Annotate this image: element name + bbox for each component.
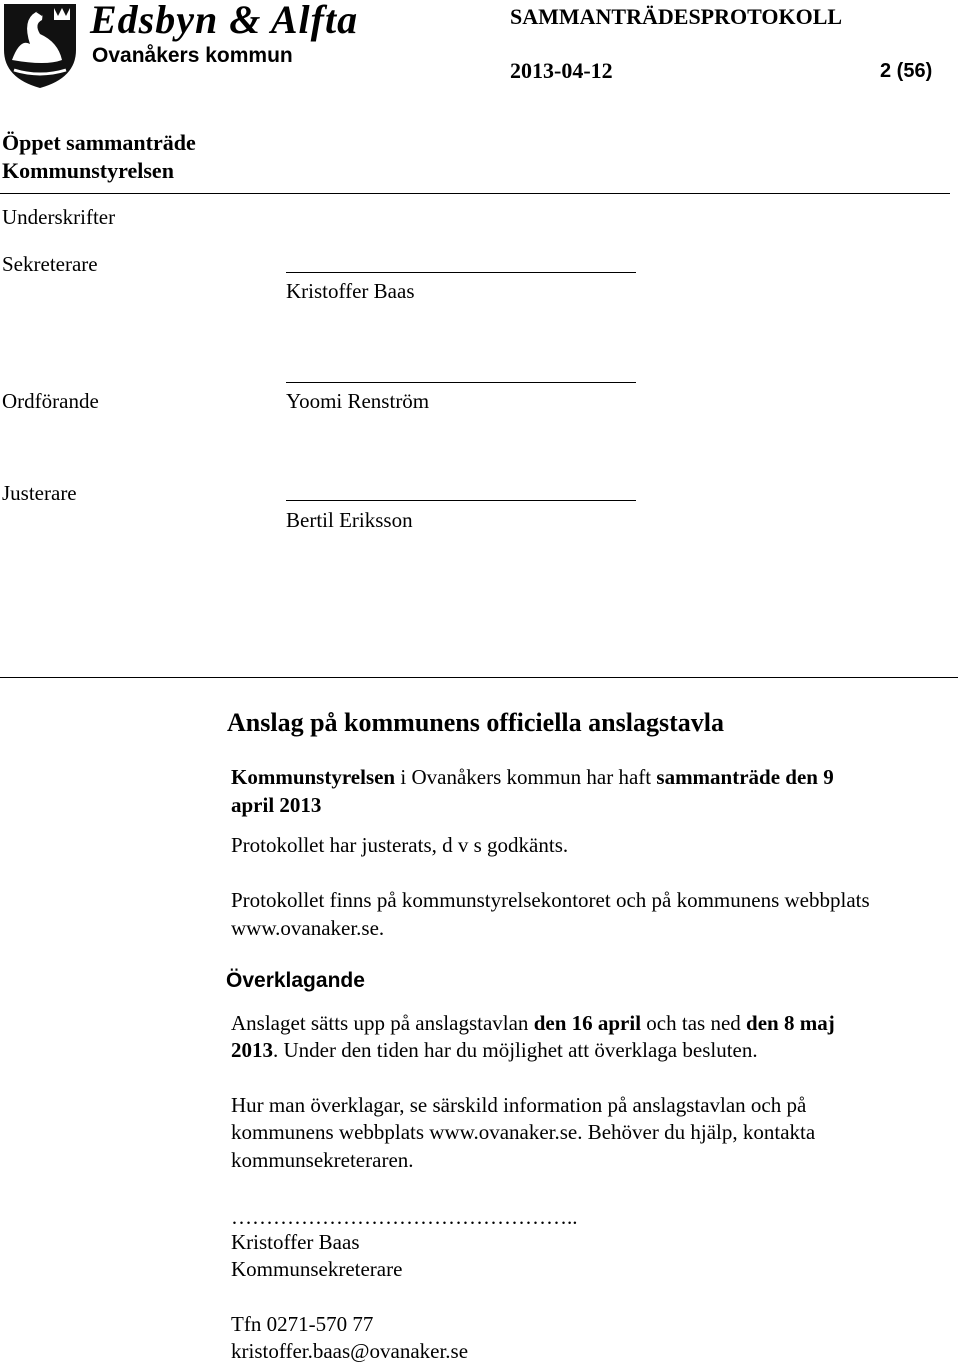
notice-meeting-date: sammanträde den 9 <box>656 765 834 789</box>
meeting-body: Kommunstyrelsen <box>2 158 174 183</box>
signature-name-secretary: Kristoffer Baas <box>286 279 415 303</box>
swan-crest-icon <box>0 0 80 90</box>
signer-title: Kommunsekreterare <box>231 1257 403 1281</box>
notice-committee: Kommunstyrelsen <box>231 765 396 789</box>
notice-website-link[interactable]: www.ovanaker.se. <box>231 916 385 940</box>
signature-role-adjuster: Justerare <box>2 481 77 505</box>
logo-title: Edsbyn & Alfta <box>90 0 359 42</box>
appeal-info-line-1: Hur man överklagar, se särskild information på anslagstavlan och på <box>231 1093 807 1117</box>
appeal-info-line-2: kommunens webbplats www.ovanaker.se. Behöver du hjälp, kontakta <box>231 1120 816 1144</box>
appeal-heading: Överklagande <box>226 969 365 992</box>
signature-dots: ………………………………………….. <box>231 1205 578 1229</box>
signature-name-chair: Yoomi Renström <box>286 389 430 413</box>
notice-title: Anslag på kommunens officiella anslagstavla <box>227 708 724 737</box>
signature-name-adjuster: Bertil Eriksson <box>286 508 413 532</box>
page-number: 2 (56) <box>880 60 933 82</box>
meeting-type: Öppet sammanträde <box>2 130 196 155</box>
notice-paragraph-1-line-1 <box>231 763 834 791</box>
notice-paragraph-2: Protokollet har justerats, d v s godkänts. <box>231 833 569 857</box>
posting-date: den 16 april <box>533 1011 642 1035</box>
notice-paragraph-3-line-1: Protokollet finns på kommunstyrelsekontoret och på kommunens webbplats <box>231 888 870 912</box>
signature-line-chair <box>286 382 636 383</box>
removal-year: 2013 <box>231 1038 273 1062</box>
document-type: SAMMANTRÄDESPROTOKOLL <box>510 4 843 29</box>
signature-line-secretary <box>286 272 636 273</box>
signature-role-chair: Ordförande <box>2 389 99 413</box>
appeal-text: och tas ned <box>641 1011 747 1035</box>
signer-name: Kristoffer Baas <box>231 1230 360 1254</box>
notice-meeting-date-cont: april 2013 <box>231 793 322 817</box>
signatures-heading: Underskrifter <box>2 205 116 229</box>
appeal-text: Anslaget sätts upp på anslagstavlan <box>231 1011 534 1035</box>
appeal-text: . Under den tiden har du möjlighet att överklaga besluten. <box>273 1038 758 1062</box>
appeal-paragraph-line-1 <box>231 1009 835 1037</box>
document-date: 2013-04-12 <box>510 58 613 83</box>
signature-line-adjuster <box>286 500 636 501</box>
removal-date: den 8 maj <box>746 1011 835 1035</box>
signature-role-secretary: Sekreterare <box>2 252 98 276</box>
appeal-info-line-3: kommunsekreteraren. <box>231 1148 414 1172</box>
logo-subtitle: Ovanåkers kommun <box>92 44 293 67</box>
section-divider <box>0 677 958 678</box>
contact-email[interactable]: kristoffer.baas@ovanaker.se <box>231 1339 469 1363</box>
appeal-paragraph-line-2 <box>231 1036 758 1064</box>
notice-text: i Ovanåkers kommun har haft <box>395 765 657 789</box>
logo <box>0 0 370 90</box>
contact-phone: Tfn 0271-570 77 <box>231 1312 374 1336</box>
header-divider <box>0 193 950 194</box>
